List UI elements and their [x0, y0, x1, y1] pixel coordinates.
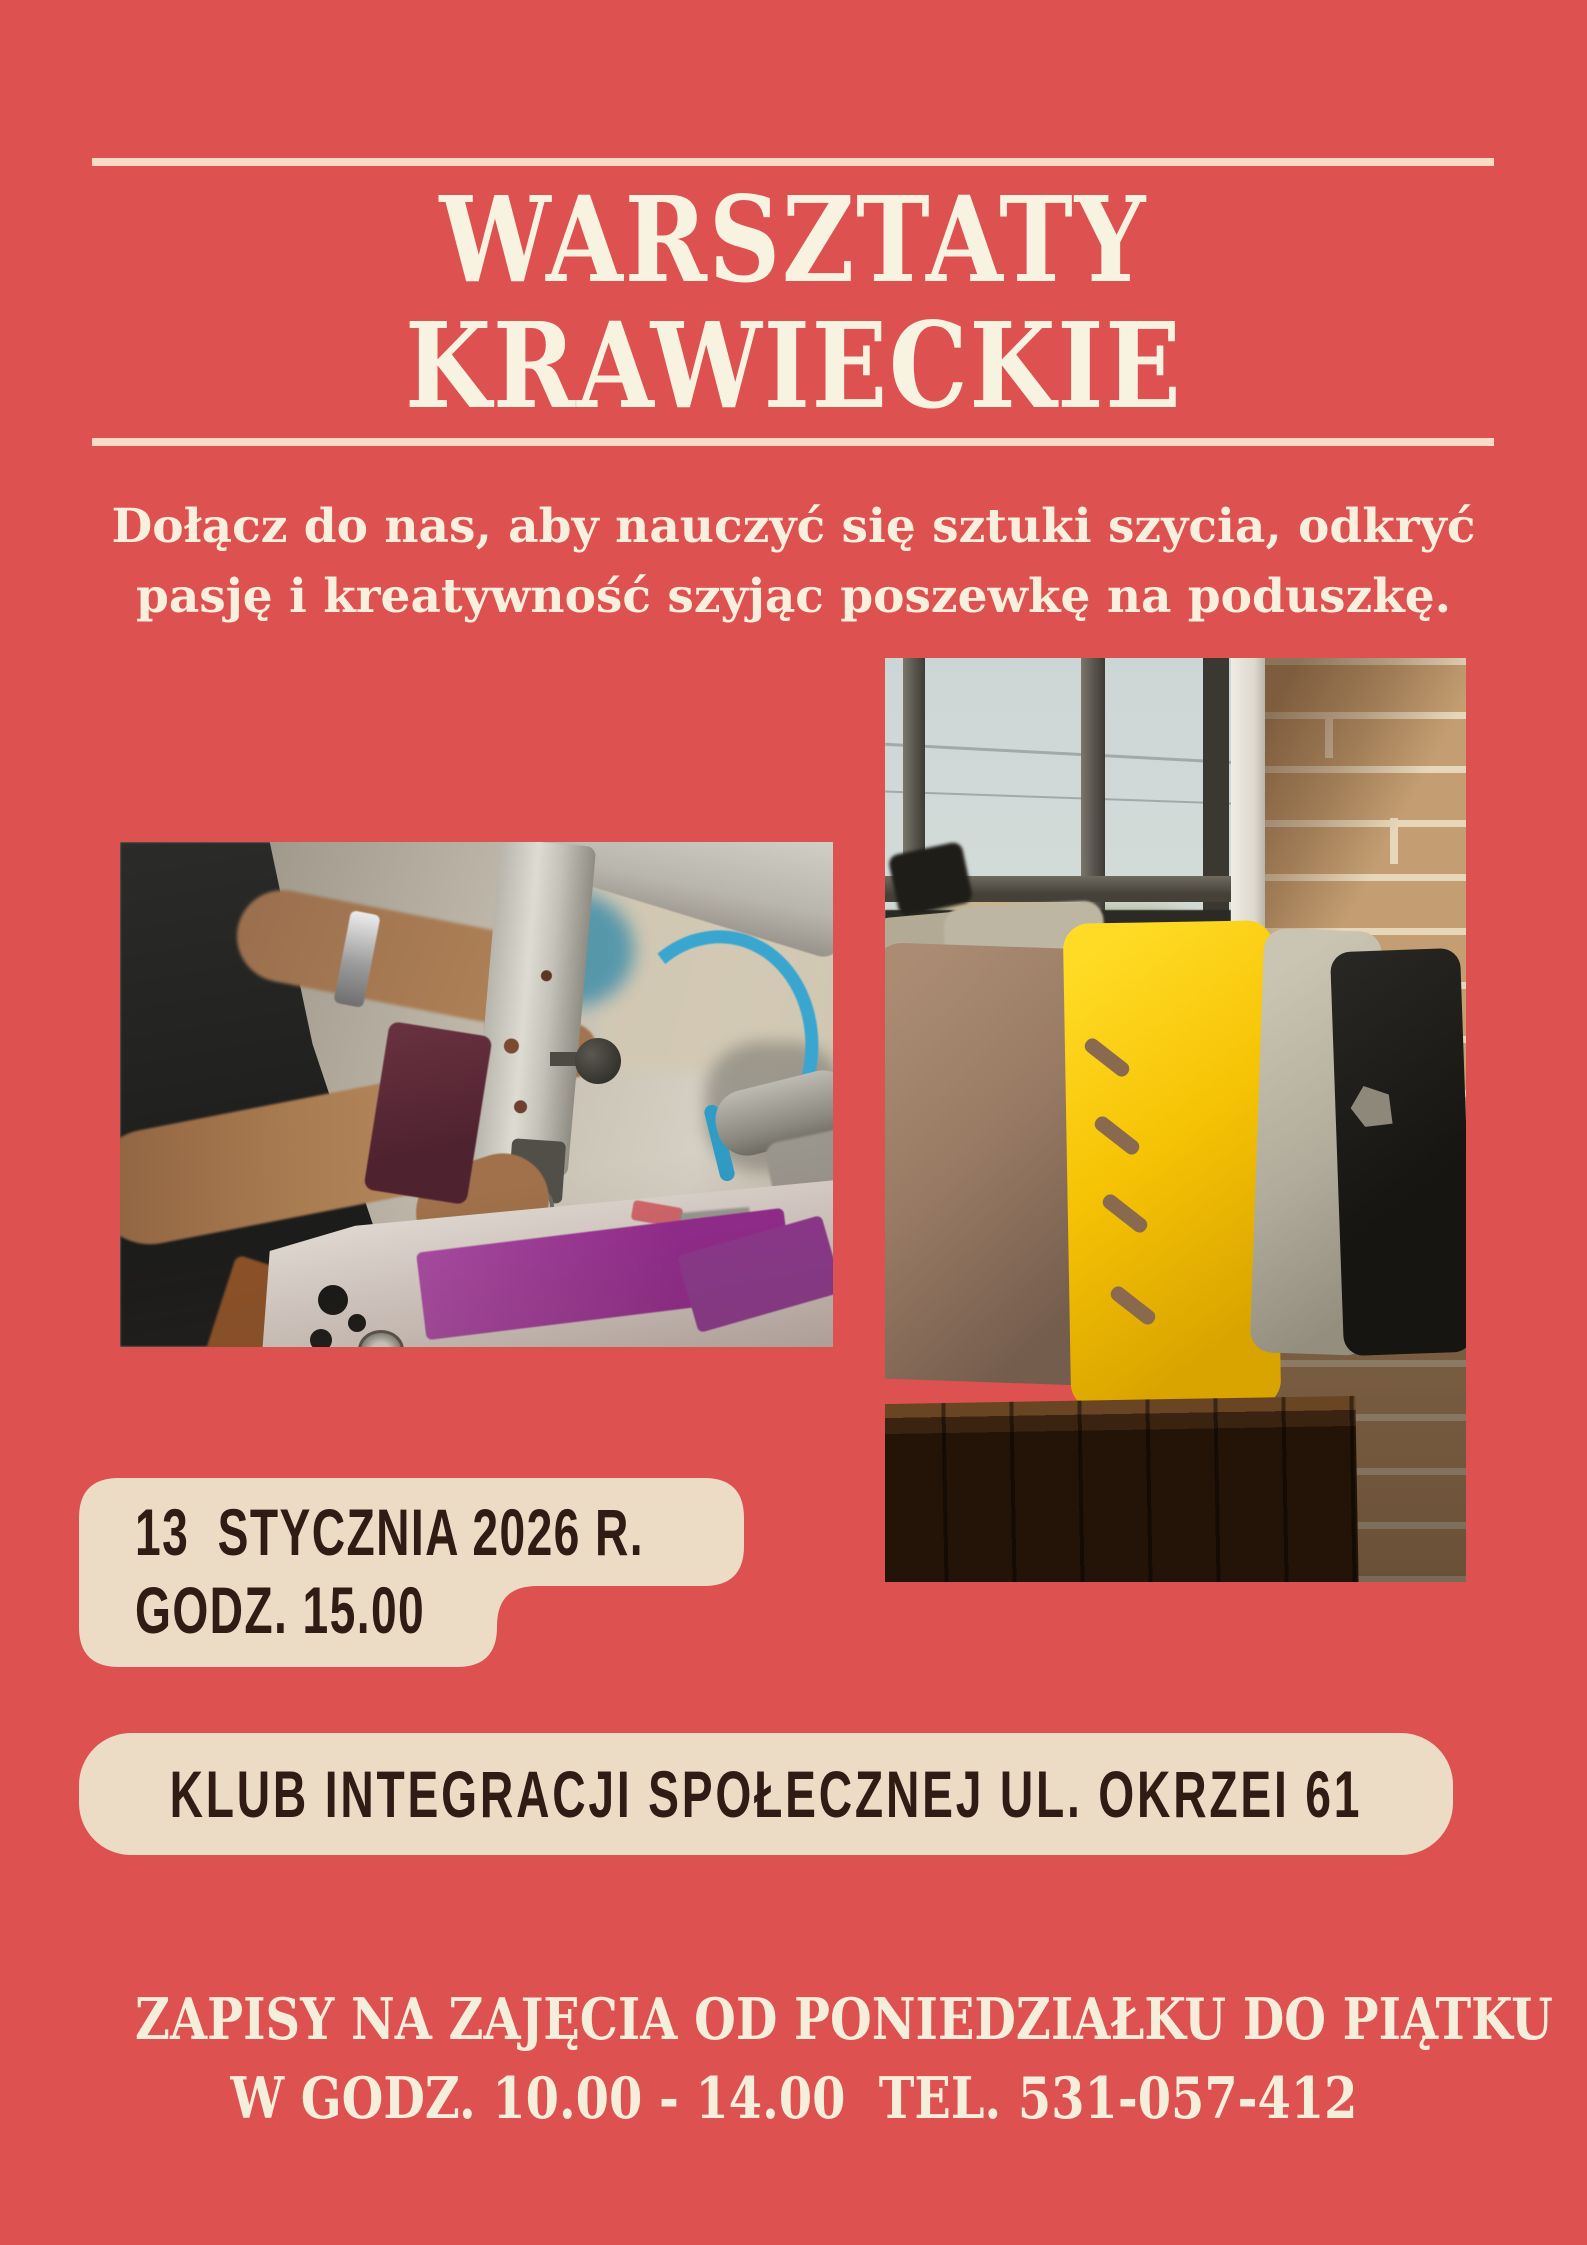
black-pillow — [1330, 948, 1466, 1356]
subtitle-line-2: pasję i kreatywność szyjąc poszewkę na poduszkę. — [135, 569, 1452, 624]
photo-shading — [120, 842, 833, 1347]
location-badge — [79, 1733, 1453, 1855]
signup-line-2: W GODZ. 10.00 - 14.00 TEL. 531-057-412 — [229, 2065, 1358, 2132]
page-title — [0, 170, 1587, 435]
bottom-rule — [92, 438, 1494, 446]
top-rule — [92, 158, 1494, 166]
pillows-photo — [885, 658, 1466, 1582]
title-line-2: KRAWIECKIE — [404, 296, 1183, 435]
location-text: KLUB INTEGRACJI SPOŁECZNEJ UL. OKRZEI 61 — [169, 1757, 1363, 1831]
date-line: 13 STYCZNIA 2026 R. — [135, 1495, 644, 1569]
sewing-photo — [120, 842, 833, 1347]
time-line: GODZ. 15.00 — [135, 1573, 426, 1647]
signup-info — [0, 1988, 1587, 2146]
wooden-bench — [885, 1396, 1359, 1582]
subtitle-line-1: Dołącz do nas, aby nauczyć się sztuki szycia, odkryć — [111, 499, 1476, 554]
signup-line-1: ZAPISY NA ZAJĘCIA OD PONIEDZIAŁKU DO PIĄTKU — [135, 1986, 1553, 2053]
subtitle — [0, 492, 1587, 632]
yellow-pillow — [1063, 920, 1281, 1410]
title-line-1: WARSZTATY — [439, 170, 1148, 309]
